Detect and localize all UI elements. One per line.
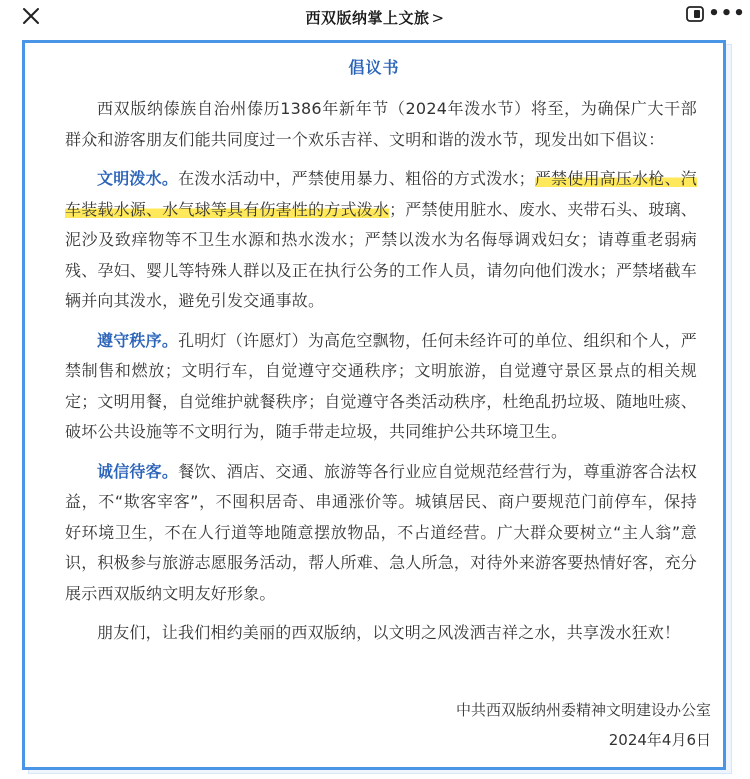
minimize-window-button[interactable]: [684, 3, 706, 25]
issuer-name: 中共西双版纳州委精神文明建设办公室: [455, 701, 711, 719]
section-text: ；严禁使用脏水、废水、夹带石头、玻璃、泥沙及致痒物等不卫生水源和热水泼水；严禁以泼水为名侮辱调戏妇女；请尊重老弱病残、孕妇、婴儿等特殊人群以及正在执行公务的工作人员，请勿向他们泼水；严禁堵截车辆并向其泼水，避免引发交通事故。: [65, 199, 697, 310]
section-honest-hospitality: [65, 457, 697, 610]
intro-paragraph: 西双版纳傣族自治州傣历1386年新年节（2024年泼水节）将至，为确保广大干部群众和游客朋友们能共同度过一个欢乐吉祥、文明和谐的泼水节，现发出如下倡议：: [65, 99, 697, 149]
section-lead: 诚信待客。: [97, 461, 179, 481]
capsule-menu: [684, 3, 746, 25]
top-navigation-bar: [0, 0, 750, 34]
more-dots-icon: •••: [708, 3, 746, 24]
section-civilized-splashing: [65, 164, 697, 317]
highlighted-text: 严禁使用高压水枪、汽车装载水源、水气球等具有伤害性的方式泼水: [65, 169, 697, 219]
section-lead: 遵守秩序。: [97, 330, 179, 350]
closing-paragraph: 朋友们，让我们相约美丽的西双版纳，以文明之风泼洒吉祥之水，共享泼水狂欢！: [97, 623, 681, 642]
issue-date: 2024年4月6日: [608, 731, 711, 749]
account-title-link[interactable]: [305, 7, 444, 28]
chevron-right-icon: >: [431, 8, 445, 27]
document-title: 倡议书: [348, 58, 400, 77]
section-text: 孔明灯（许愿灯）为高危空飘物，任何未经许可的单位、组织和个人，严禁制售和燃放；文明行车，自觉遵守交通秩序；文明旅游，自觉遵守景区景点的相关规定；文明用餐，自觉维护就餐秩序；自觉遵守各类活动秩序，杜绝乱扔垃圾、随地吐痰、破坏公共设施等不文明行为，随手带走垃圾，共同维护公共环境卫生。: [65, 330, 697, 441]
section-keep-order: [65, 326, 697, 448]
header-title-area: [0, 0, 750, 34]
proposal-document: [22, 40, 726, 770]
account-title: 西双版纳掌上文旅: [305, 8, 430, 27]
signature-block: [456, 695, 711, 755]
section-text: 餐饮、酒店、交通、旅游等各行业应自觉规范经营行为，尊重游客合法权益，不“欺客宰客”，不囤积居奇、串通涨价等。城镇居民、商户要规范门前停车，保持好环境卫生，不在人行道等地随意摆放物品，不占道经营。广大群众要树立“主人翁”意识，积极参与旅游志愿服务活动，帮人所难、急人所急，对待外来游客要热情好客，充分展示西双版纳文明友好形象。: [65, 461, 697, 603]
more-button[interactable]: [708, 3, 746, 25]
minimize-window-icon: [686, 6, 704, 22]
section-lead: 文明泼水。: [97, 169, 179, 188]
section-text: 在泼水活动中，严禁使用暴力、粗俗的方式泼水；: [178, 169, 535, 188]
